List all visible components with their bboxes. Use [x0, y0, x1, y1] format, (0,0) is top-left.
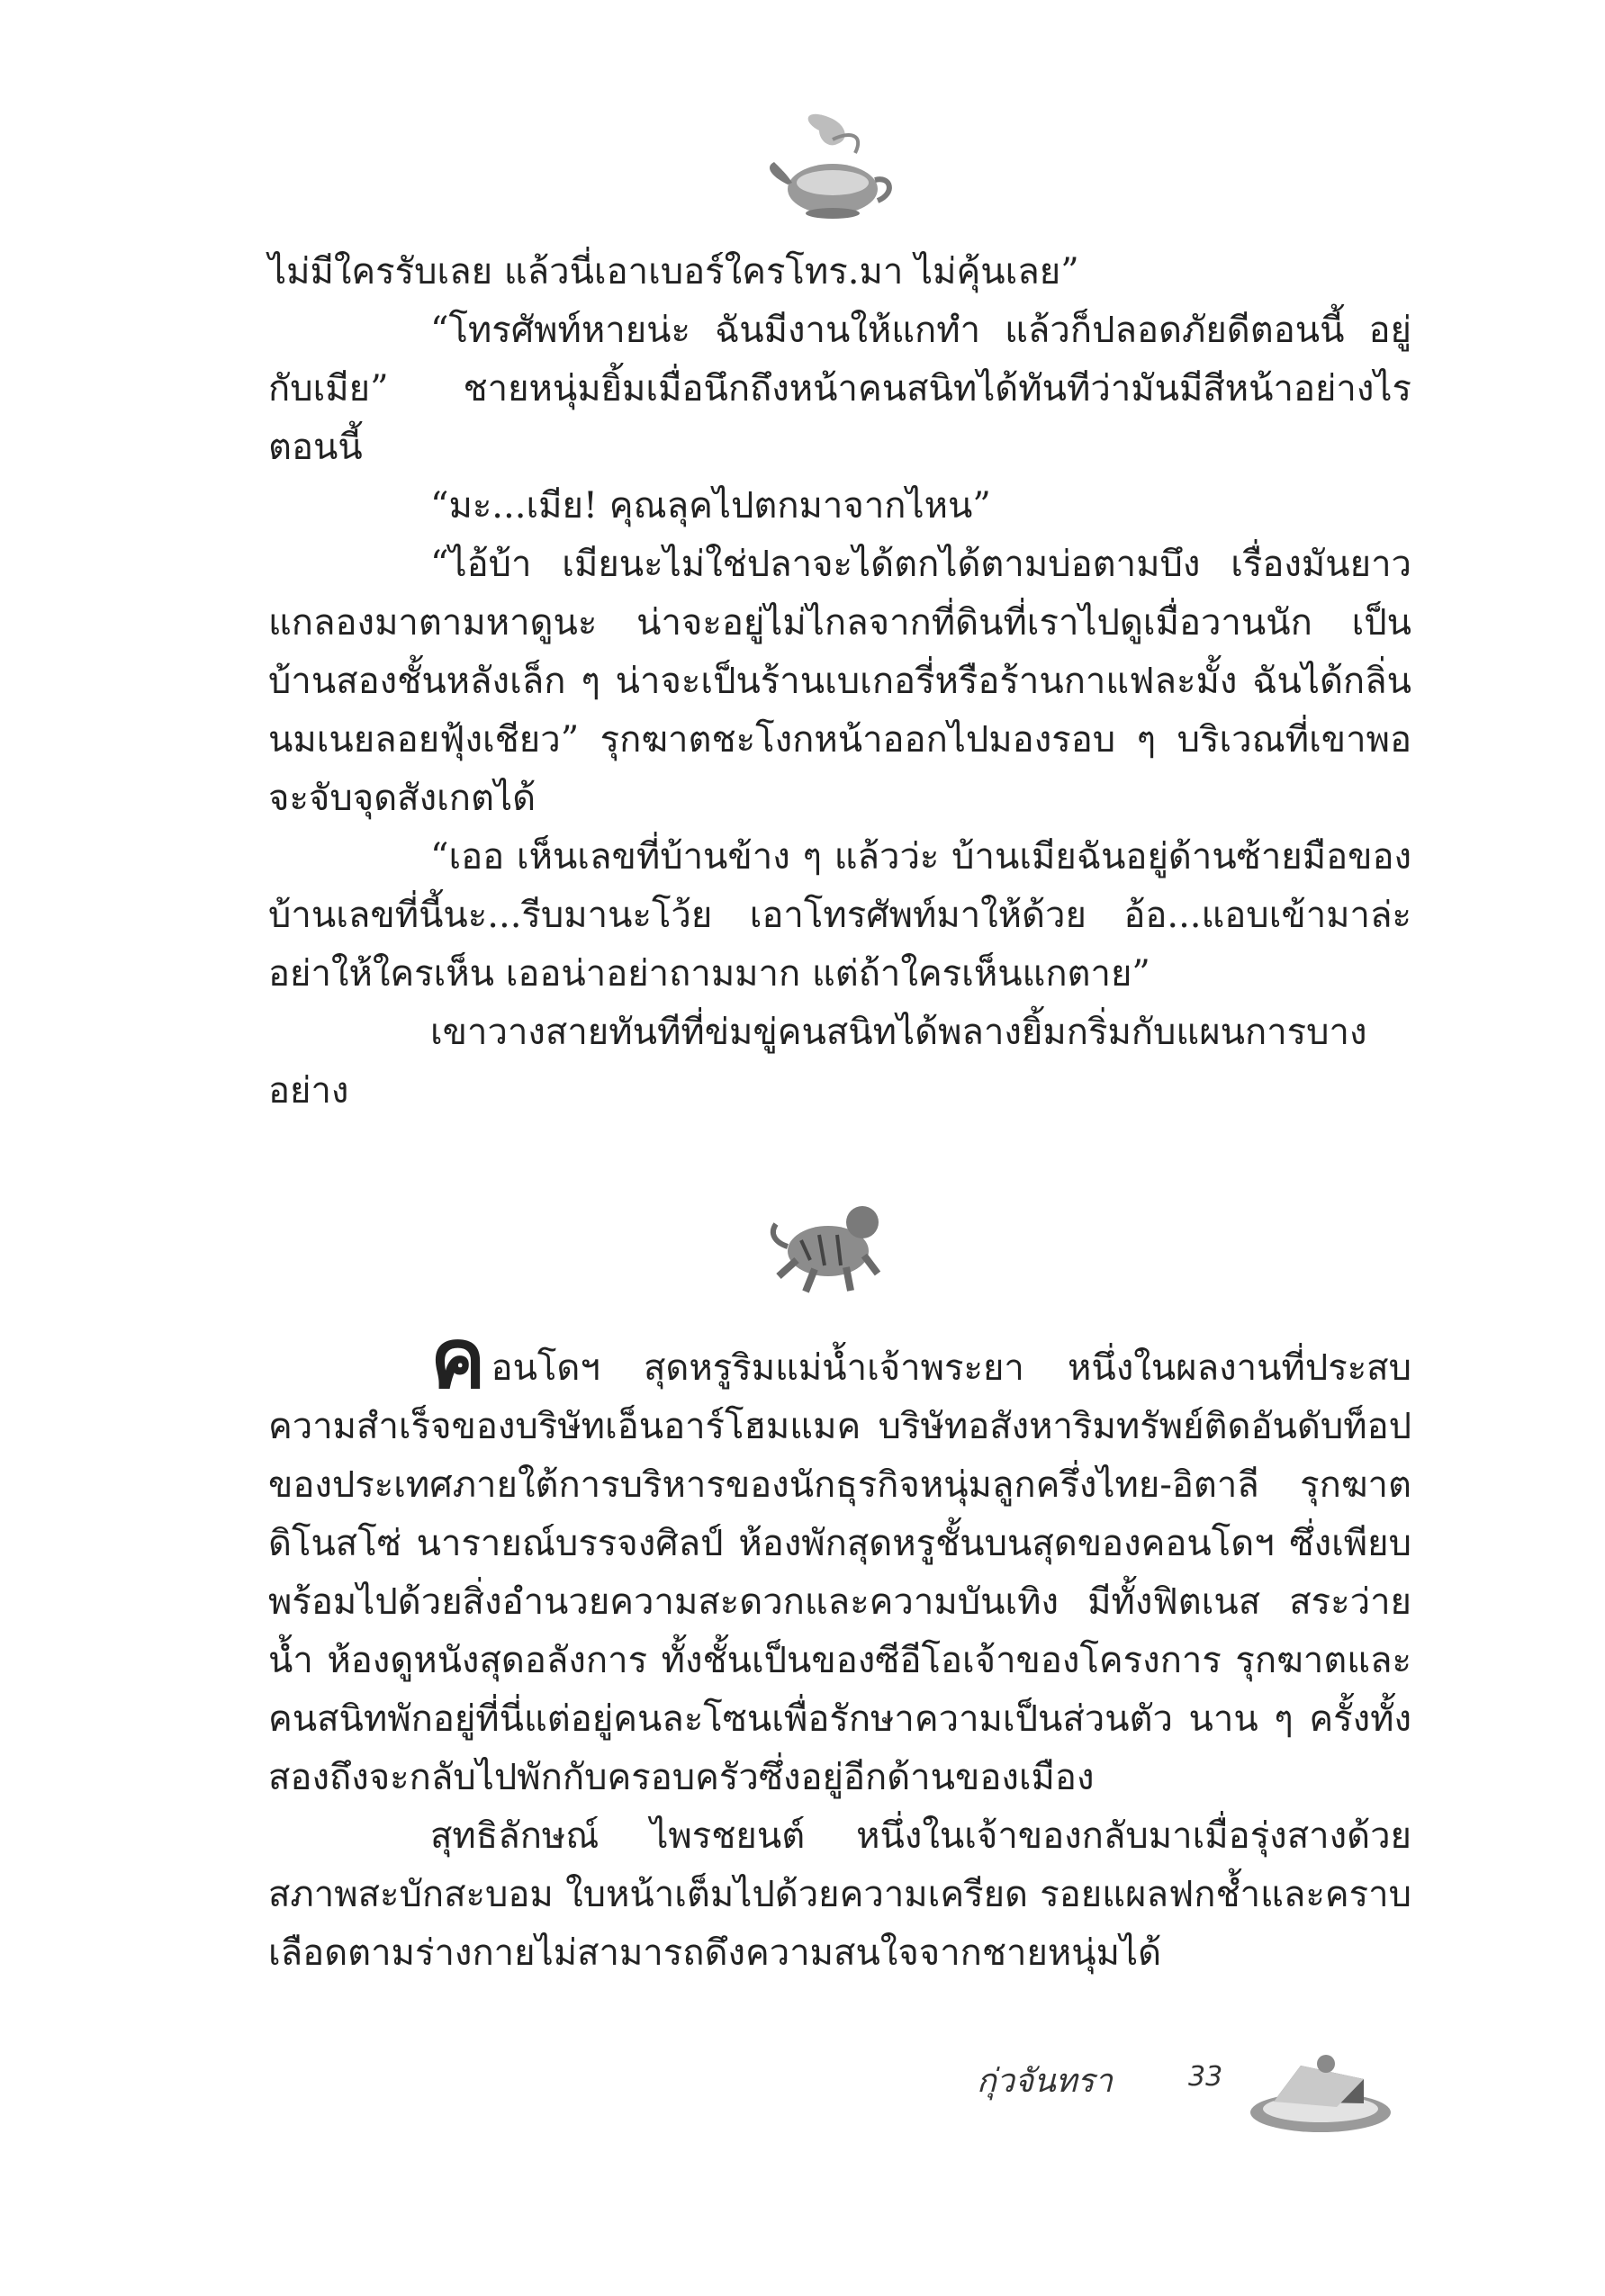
paragraph: ไม่มีใครรับเลย แล้วนี่เอาเบอร์ใครโทร.มา ไม่คุ้นเลย”: [268, 251, 1079, 293]
page-number: 33: [1188, 2061, 1223, 2093]
paragraph: “มะ...เมีย! คุณลุคไปตกมาจากไหน”: [430, 485, 991, 527]
drop-cap: ค: [430, 1310, 486, 1407]
paragraph: “เออ เห็นเลขที่บ้านข้าง ๆ แล้วว่ะ บ้านเมียฉันอยู่ด้านซ้ายมือของบ้านเลขที่นี้นะ...รีบมานะโว้ย เอาโทรศัพท์มาให้ด้วย อ้อ...แอบเข้ามาล่ะ อย่าให้ใครเห็น เออน่าอย่าถามมาก แต่ถ้าใครเห็นแกตาย”: [268, 836, 1411, 995]
tiger-ornament-icon: [765, 1197, 887, 1296]
paragraph: “โทรศัพท์หายน่ะ ฉันมีงานให้แกทำ แล้วก็ปลอดภัยดีตอนนี้ อยู่กับเมีย” ชายหนุ่มยิ้มเมื่อนึกถึงหน้าคนสนิทได้ทันทีว่ามันมีสีหน้าอย่างไรตอนนี้: [268, 310, 1411, 468]
paragraph-text: อนโดฯ สุดหรูริมแม่น้ำเจ้าพระยา หนึ่งในผลงานที่ประสบความสำเร็จของบริษัทเอ็นอาร์โฮมแมค บริษัทอสังหาริมทรัพย์ติดอันดับท็อปของประเทศภายใต้การบริหารของนักธุรกิจหนุ่มลูกครึ่งไทย-อิตาลี รุกฆาต ดิโนสโซ่ นารายณ์บรรจงศิลป์ ห้องพักสุดหรูชั้นบนสุดของคอนโดฯ ซึ่งเพียบพร้อมไปด้วยสิ่งอำนวยความสะดวกและความบันเทิง มีทั้งฟิตเนส สระว่ายน้ำ ห้องดูหนังสุดอลังการ ทั้งชั้นเป็นของซีอีโอเจ้าของโครงการ รุกฆาตและคนสนิทพักอยู่ที่นี่แต่อยู่คนละโซนเพื่อรักษาความเป็นส่วนตัว นาน ๆ ครั้งทั้งสองถึงจะกลับไปพักกับครอบครัวซึ่งอยู่อีกด้านของเมือง: [268, 1347, 1411, 1798]
teapot-ornament-icon: [765, 113, 900, 225]
footer-author: กุ่วจันทรา: [977, 2063, 1113, 2100]
section-one-text: [268, 243, 1411, 1121]
paragraph: [268, 1310, 1411, 1807]
section-two-text: [268, 1310, 1411, 1983]
paragraph: สุทธิลักษณ์ ไพรชยนต์ หนึ่งในเจ้าของกลับมาเมื่อรุ่งสางด้วยสภาพสะบักสะบอม ใบหน้าเต็มไปด้วยความเครียด รอยแผลฟกช้ำและคราบเลือดตามร่างกายไม่สามารถดึงความสนใจจากชายหนุ่มได้: [268, 1815, 1411, 1974]
paragraph: เขาวางสายทันทีที่ข่มขู่คนสนิทได้พลางยิ้มกริ่มกับแผนการบางอย่าง: [268, 1012, 1367, 1112]
paragraph: “ไอ้บ้า เมียนะไม่ใช่ปลาจะได้ตกได้ตามบ่อตามบึง เรื่องมันยาว แกลองมาตามหาดูนะ น่าจะอยู่ไม่ไกลจากที่ดินที่เราไปดูเมื่อวานนัก เป็นบ้านสองชั้นหลังเล็ก ๆ น่าจะเป็นร้านเบเกอรี่หรือร้านกาแฟละมั้ง ฉันได้กลิ่นนมเนยลอยฟุ้งเชียว” รุกฆาตชะโงกหน้าออกไปมองรอบ ๆ บริเวณที่เขาพอจะจับจุดสังเกตได้: [268, 544, 1411, 819]
cake-ornament-icon: [1247, 2030, 1395, 2138]
